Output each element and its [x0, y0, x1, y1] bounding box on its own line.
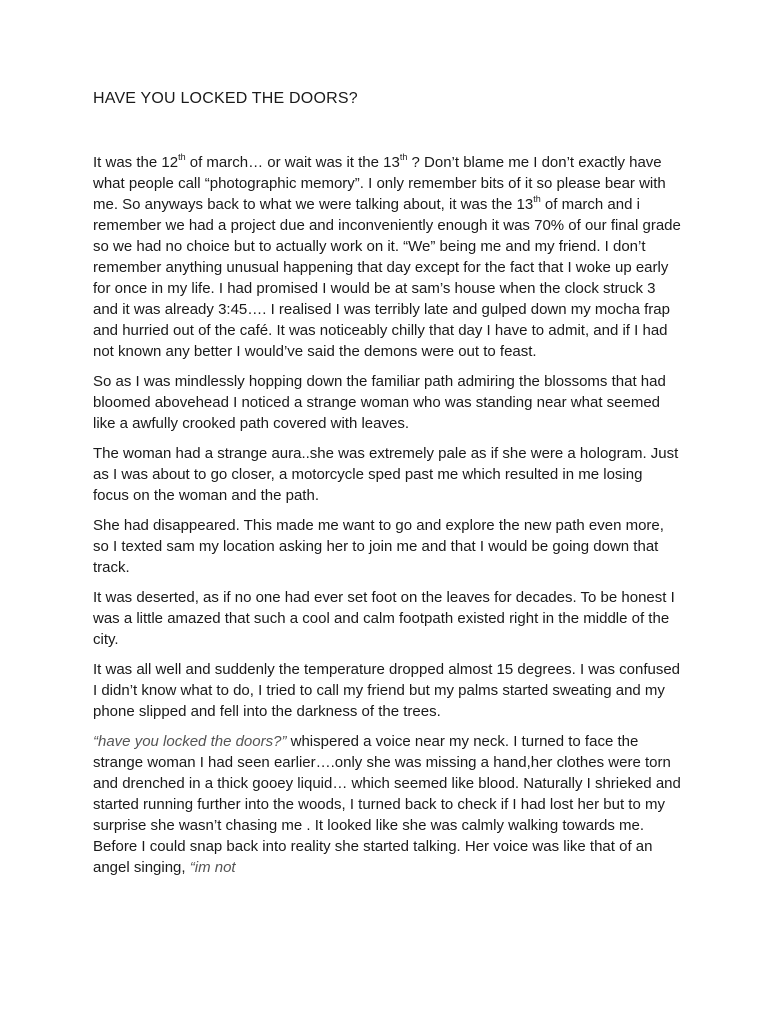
paragraph-4: She had disappeared. This made me want to go and explore the new path even more, so I texted sam my location asking her to join me and that I would be going down that track.: [93, 517, 664, 576]
paragraph-6: It was all well and suddenly the temperature dropped almost 15 degrees. I was confused I didn’t know what to do, I tried to call my friend but my palms started sweating and my phone slipped and fell into the darkness of the trees.: [93, 661, 681, 720]
p1-text-c: ? Don’t blame me I don’t exactly have what people call “photographic memory”. I only remember bits of it so please bear with me. So anyways back to what we were talking about, it was the 13: [93, 154, 666, 213]
p1-text-a: It was the 12: [93, 154, 179, 171]
p1-sup-b: th: [399, 152, 408, 162]
p1-sup-a: th: [178, 152, 186, 162]
p1-sup-c: th: [533, 194, 541, 204]
paragraph-2: So as I was mindlessly hopping down the familiar path admiring the blossoms that had bloomed abovehead I noticed a strange woman who was standing near what seemed like a awfully crooked path covered with leaves.: [93, 373, 666, 432]
paragraph-7: [93, 731, 681, 878]
paragraph-1: [93, 152, 681, 362]
paragraph-5: It was deserted, as if no one had ever set foot on the leaves for decades. To be honest I was a little amazed that such a cool and calm footpath existed right in the middle of the city.: [93, 589, 675, 648]
p1-text-b: of march… or wait was it the 13: [185, 154, 400, 171]
document-body: [93, 152, 681, 887]
p7-quote-2: “im not: [189, 859, 236, 876]
document-title: HAVE YOU LOCKED THE DOORS?: [93, 90, 358, 107]
p7-text: whispered a voice near my neck. I turned to face the strange woman I had seen earlier….only she was missing a hand,her clothes were torn and drenched in a thick gooey liquid… which seemed like blood. Naturally I shrieked and started running further into the woods, I turned back to check if I had lost her but to my surprise she wasn’t chasing me . It looked like she was calmly walking towards me. Before I could snap back into reality she started talking. Her voice was like that of an angel singing,: [93, 733, 681, 876]
paragraph-3: The woman had a strange aura..she was extremely pale as if she were a hologram. Just as I was about to go closer, a motorcycle sped past me which resulted in me losing focus on the woman and the path.: [93, 445, 679, 504]
p1-text-d: of march and i remember we had a project due and inconveniently enough it was 70% of our final grade so we had no choice but to actually work on it. “We” being me and my friend. I don’t remember anything unusual happening that day except for the fact that I woke up early for once in my life. I had promised I would be at sam’s house when the clock struck 3 and it was already 3:45…. I realised I was terribly late and gulped down my mocha frap and hurried out of the café. It was noticeably chilly that day I have to admit, and if I had not known any better I would’ve said the demons were out to feast.: [93, 196, 681, 360]
p7-quote-1: “have you locked the doors?”: [93, 733, 287, 750]
